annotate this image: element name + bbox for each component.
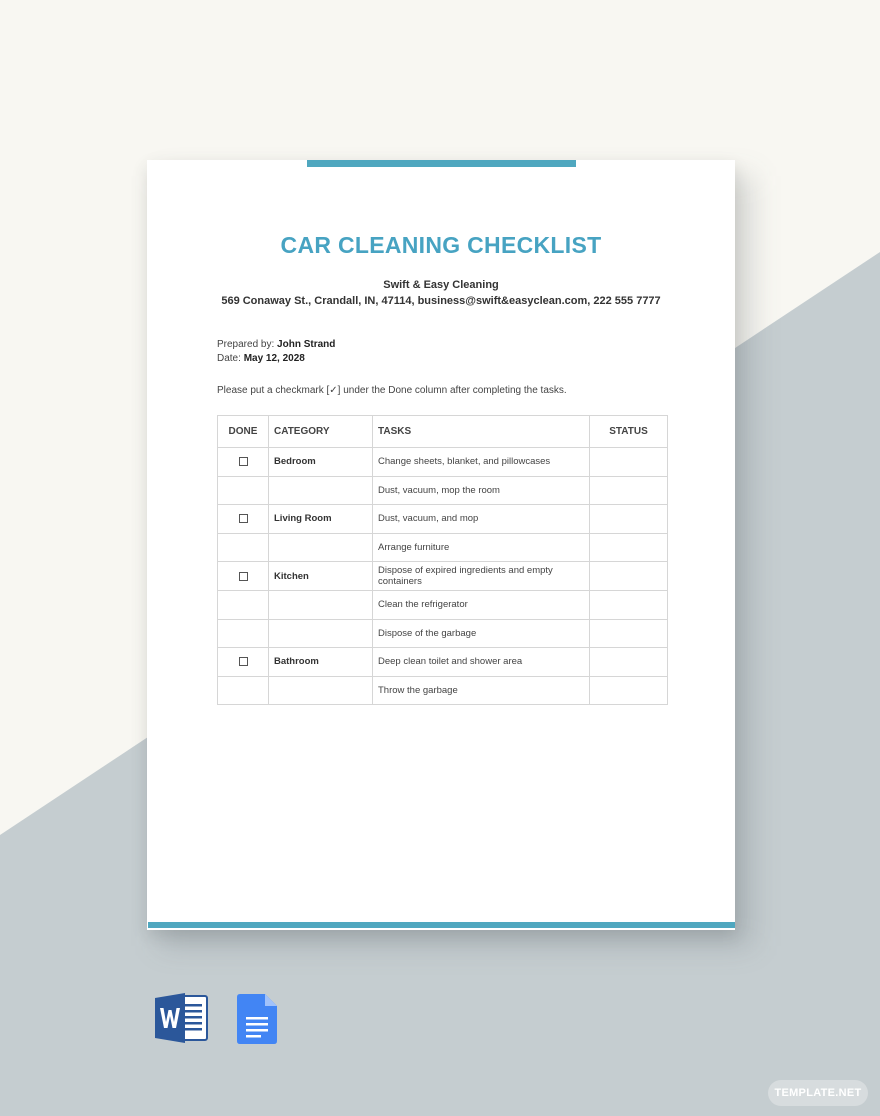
done-checkbox[interactable] (239, 457, 248, 466)
date-value: May 12, 2028 (243, 353, 305, 364)
prepared-by-line (217, 339, 335, 350)
microsoft-word-icon[interactable] (155, 993, 209, 1043)
company-name: Swift & Easy Cleaning (383, 279, 499, 291)
cell-done (218, 590, 269, 619)
cell-status[interactable] (590, 476, 668, 505)
cell-status[interactable] (590, 676, 668, 705)
cell-task: Dispose of expired ingredients and empty containers (373, 562, 590, 591)
cell-task: Arrange furniture (373, 533, 590, 562)
table-row (218, 590, 668, 619)
cell-task: Deep clean toilet and shower area (373, 648, 590, 677)
cell-status[interactable] (590, 505, 668, 534)
cell-category (269, 619, 373, 648)
cell-done[interactable] (218, 648, 269, 677)
cell-status[interactable] (590, 533, 668, 562)
document-page (147, 160, 735, 930)
table-row (218, 648, 668, 677)
top-accent-bar (307, 160, 576, 167)
cell-done[interactable] (218, 505, 269, 534)
cell-status[interactable] (590, 448, 668, 477)
cell-done[interactable] (218, 562, 269, 591)
cell-category: Bathroom (269, 648, 373, 677)
google-docs-icon[interactable] (237, 994, 277, 1044)
table-header-row (218, 416, 668, 448)
cell-done (218, 676, 269, 705)
template-net-badge[interactable]: TEMPLATE.NET (768, 1080, 868, 1106)
cell-done (218, 476, 269, 505)
cell-category (269, 590, 373, 619)
prepared-by-label: Prepared by: (217, 339, 275, 350)
cell-status[interactable] (590, 562, 668, 591)
bottom-accent-bar (148, 922, 735, 928)
header-tasks: TASKS (373, 416, 590, 448)
cell-task: Clean the refrigerator (373, 590, 590, 619)
table-row (218, 619, 668, 648)
header-category: CATEGORY (269, 416, 373, 448)
table-row (218, 533, 668, 562)
table-row (218, 476, 668, 505)
cell-category: Living Room (269, 505, 373, 534)
cell-task: Dust, vacuum, and mop (373, 505, 590, 534)
done-checkbox[interactable] (239, 657, 248, 666)
cell-category: Kitchen (269, 562, 373, 591)
company-address: 569 Conaway St., Crandall, IN, 47114, business@swift&easyclean.com, 222 555 7777 (221, 295, 661, 307)
checklist-body (218, 448, 668, 705)
cell-category (269, 533, 373, 562)
done-checkbox[interactable] (239, 572, 248, 581)
document-title: CAR CLEANING CHECKLIST (280, 232, 602, 258)
cell-category (269, 676, 373, 705)
cell-done (218, 533, 269, 562)
done-checkbox[interactable] (239, 514, 248, 523)
prepared-by-value: John Strand (277, 339, 336, 350)
table-row (218, 562, 668, 591)
table-row (218, 676, 668, 705)
cell-done (218, 619, 269, 648)
cell-status[interactable] (590, 590, 668, 619)
header-done: DONE (218, 416, 269, 448)
cell-task: Change sheets, blanket, and pillowcases (373, 448, 590, 477)
header-status: STATUS (590, 416, 668, 448)
cell-done[interactable] (218, 448, 269, 477)
checklist-table (217, 415, 668, 705)
cell-category (269, 476, 373, 505)
instruction-text: Please put a checkmark [✓] under the Done column after completing the tasks. (217, 385, 567, 396)
cell-status[interactable] (590, 619, 668, 648)
cell-task: Throw the garbage (373, 676, 590, 705)
table-row (218, 505, 668, 534)
date-line (217, 353, 305, 364)
table-row (218, 448, 668, 477)
date-label: Date: (217, 353, 241, 364)
cell-status[interactable] (590, 648, 668, 677)
cell-category: Bedroom (269, 448, 373, 477)
cell-task: Dispose of the garbage (373, 619, 590, 648)
cell-task: Dust, vacuum, mop the room (373, 476, 590, 505)
